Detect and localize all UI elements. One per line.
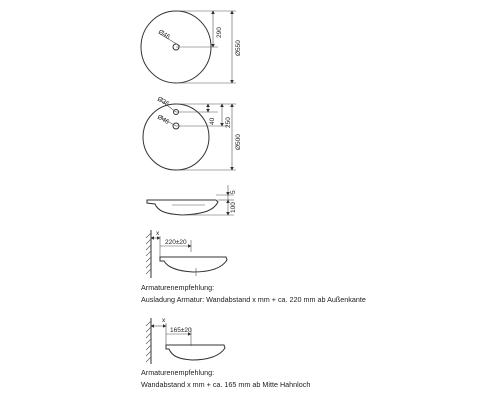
section-view-2 xyxy=(146,317,225,364)
dim-small-2: Ø36 xyxy=(156,95,171,108)
top-view-2 xyxy=(143,96,242,170)
label-x-1: x xyxy=(156,230,160,237)
note-heading-2: Armaturenempfehlung: xyxy=(141,368,215,377)
dim-outer-1: Ø550 xyxy=(235,40,242,56)
dim-hole-1: Ø46 xyxy=(157,28,172,41)
dim-hole-2: Ø46 xyxy=(156,113,171,126)
dim-outer-2: Ø500 xyxy=(235,134,242,150)
basin-section-2 xyxy=(166,345,225,360)
section-view-1 xyxy=(146,230,227,278)
note-heading-1: Armaturenempfehlung: xyxy=(141,283,215,292)
dim-vertical-2: 250 xyxy=(225,117,232,128)
basin-outline-2 xyxy=(143,104,209,170)
side-profile xyxy=(147,200,218,215)
dim-40-2: 40 xyxy=(209,117,216,125)
dim-height-side: 100 xyxy=(230,202,237,213)
note-text-1: Ausladung Armatur: Wandabstand x mm + ca. 220 mm ab Außenkante xyxy=(141,295,366,304)
dim-vertical-1: 290 xyxy=(216,27,223,38)
note-text-2: Wandabstand x mm + ca. 165 mm ab Mitte Hahnloch xyxy=(141,380,311,389)
label-x-2: x xyxy=(162,317,166,324)
side-view xyxy=(147,185,237,215)
dim-top-side: 5 xyxy=(230,190,237,194)
top-view-1 xyxy=(141,11,242,83)
dim-text-1: 220±20 xyxy=(165,239,187,246)
basin-section-1 xyxy=(160,257,227,272)
dim-text-2: 165±20 xyxy=(170,327,192,334)
